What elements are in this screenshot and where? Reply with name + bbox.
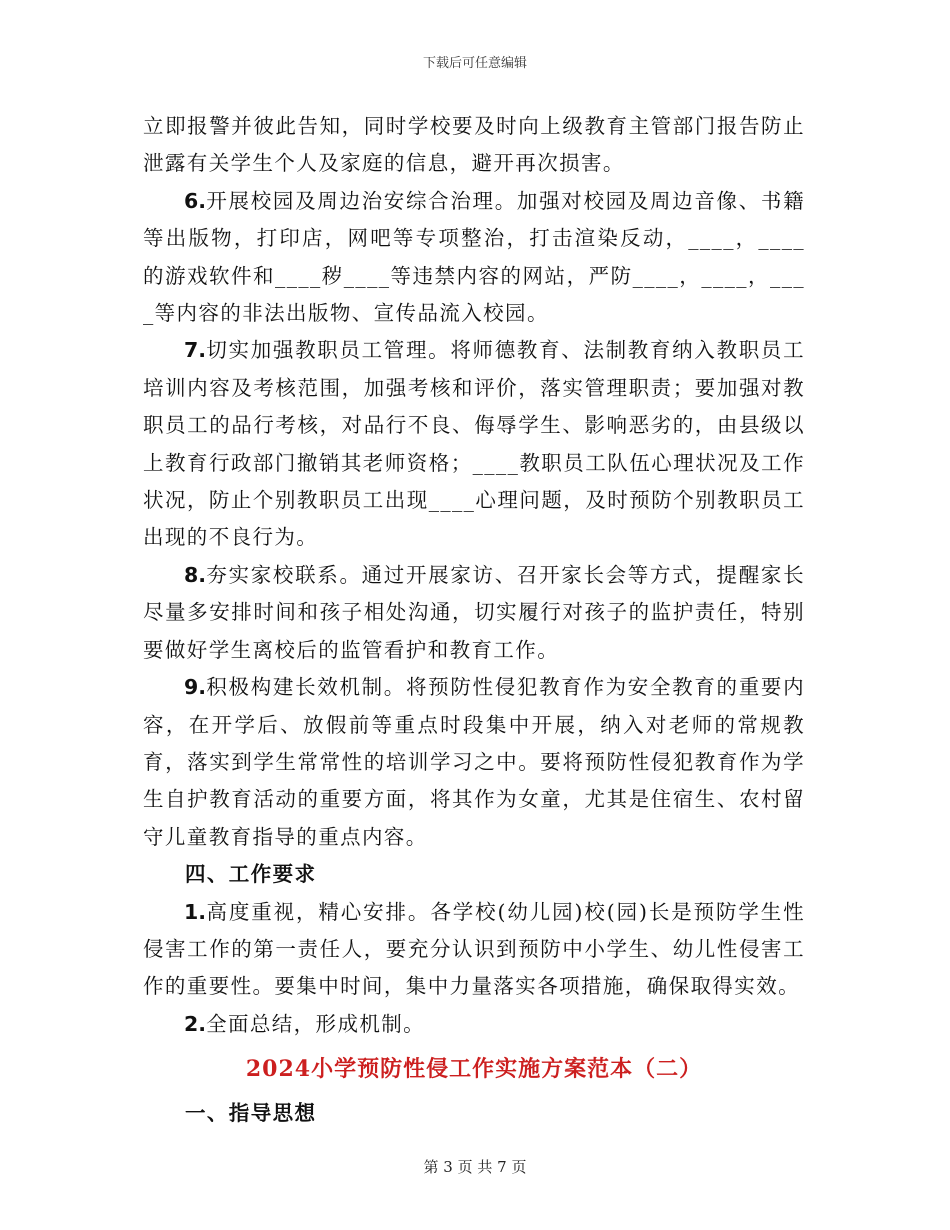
item-number: 1. [184,899,207,924]
paragraph-item-9 [143,669,805,856]
page-footer-number: 第 3 页 共 7 页 [423,1158,527,1176]
paragraph-req-1 [143,894,805,1006]
paragraph-text: 全面总结，形成机制。 [206,1011,426,1036]
document-body [143,108,805,1133]
section-heading-guiding-ideology: 一、指导思想 [185,1101,317,1126]
item-number: 2. [184,1011,207,1036]
page-header-note: 下载后可任意编辑 [422,56,527,71]
paragraph-text: 夯实家校联系。通过开展家访、召开家长会等方式，提醒家长尽量多安排时间和孩子相处沟通，切实履行对孩子的监护责任，特别要做好学生离校后的监管看护和教育工作。 [143,562,805,662]
section-heading-work-requirements: 四、工作要求 [185,862,317,887]
paragraph-item-6 [143,183,805,333]
item-number: 6. [184,188,207,213]
item-number: 8. [184,562,207,587]
paragraph-req-2 [143,1006,805,1043]
paragraph-item-8 [143,557,805,669]
item-number: 7. [184,338,207,363]
document-title: 2024小学预防性侵工作实施方案范本（二） [245,1056,703,1083]
paragraph-text: 开展校园及周边治安综合治理。加强对校园及周边音像、书籍等出版物，打印店，网吧等专项整治，打击渲染反动，____，____的游戏软件和____秽____等违禁内容的网站，严防____，____，____等内容的非法出版物、宣传品流入校园。 [143,188,805,326]
paragraph-continuation [143,108,805,183]
paragraph-item-7 [143,332,805,556]
paragraph-text: 立即报警并彼此告知，同时学校要及时向上级教育主管部门报告防止泄露有关学生个人及家庭的信息，避开再次损害。 [143,114,805,176]
paragraph-text: 切实加强教职员工管理。将师德教育、法制教育纳入教职员工培训内容及考核范围，加强考核和评价，落实管理职责；要加强对教职员工的品行考核，对品行不良、侮辱学生、影响恶劣的，由县级以上教育行政部门撤销其老师资格；____教职员工队伍心理状况及工作状况，防止个别教职员工出现____心理问题，及时预防个别教职员工出现的不良行为。 [143,338,805,550]
item-number: 9. [184,675,207,700]
paragraph-text: 积极构建长效机制。将预防性侵犯教育作为安全教育的重要内容，在开学后、放假前等重点时段集中开展，纳入对老师的常规教育，落实到学生常常性的培训学习之中。要将预防性侵犯教育作为学生自护教育活动的重要方面，将其作为女童，尤其是住宿生、农村留守儿童教育指导的重点内容。 [143,675,805,849]
paragraph-text: 高度重视，精心安排。各学校(幼儿园)校(园)长是预防学生性侵害工作的第一责任人，要充分认识到预防中小学生、幼儿性侵害工作的重要性。要集中时间，集中力量落实各项措施，确保取得实效。 [143,899,805,999]
